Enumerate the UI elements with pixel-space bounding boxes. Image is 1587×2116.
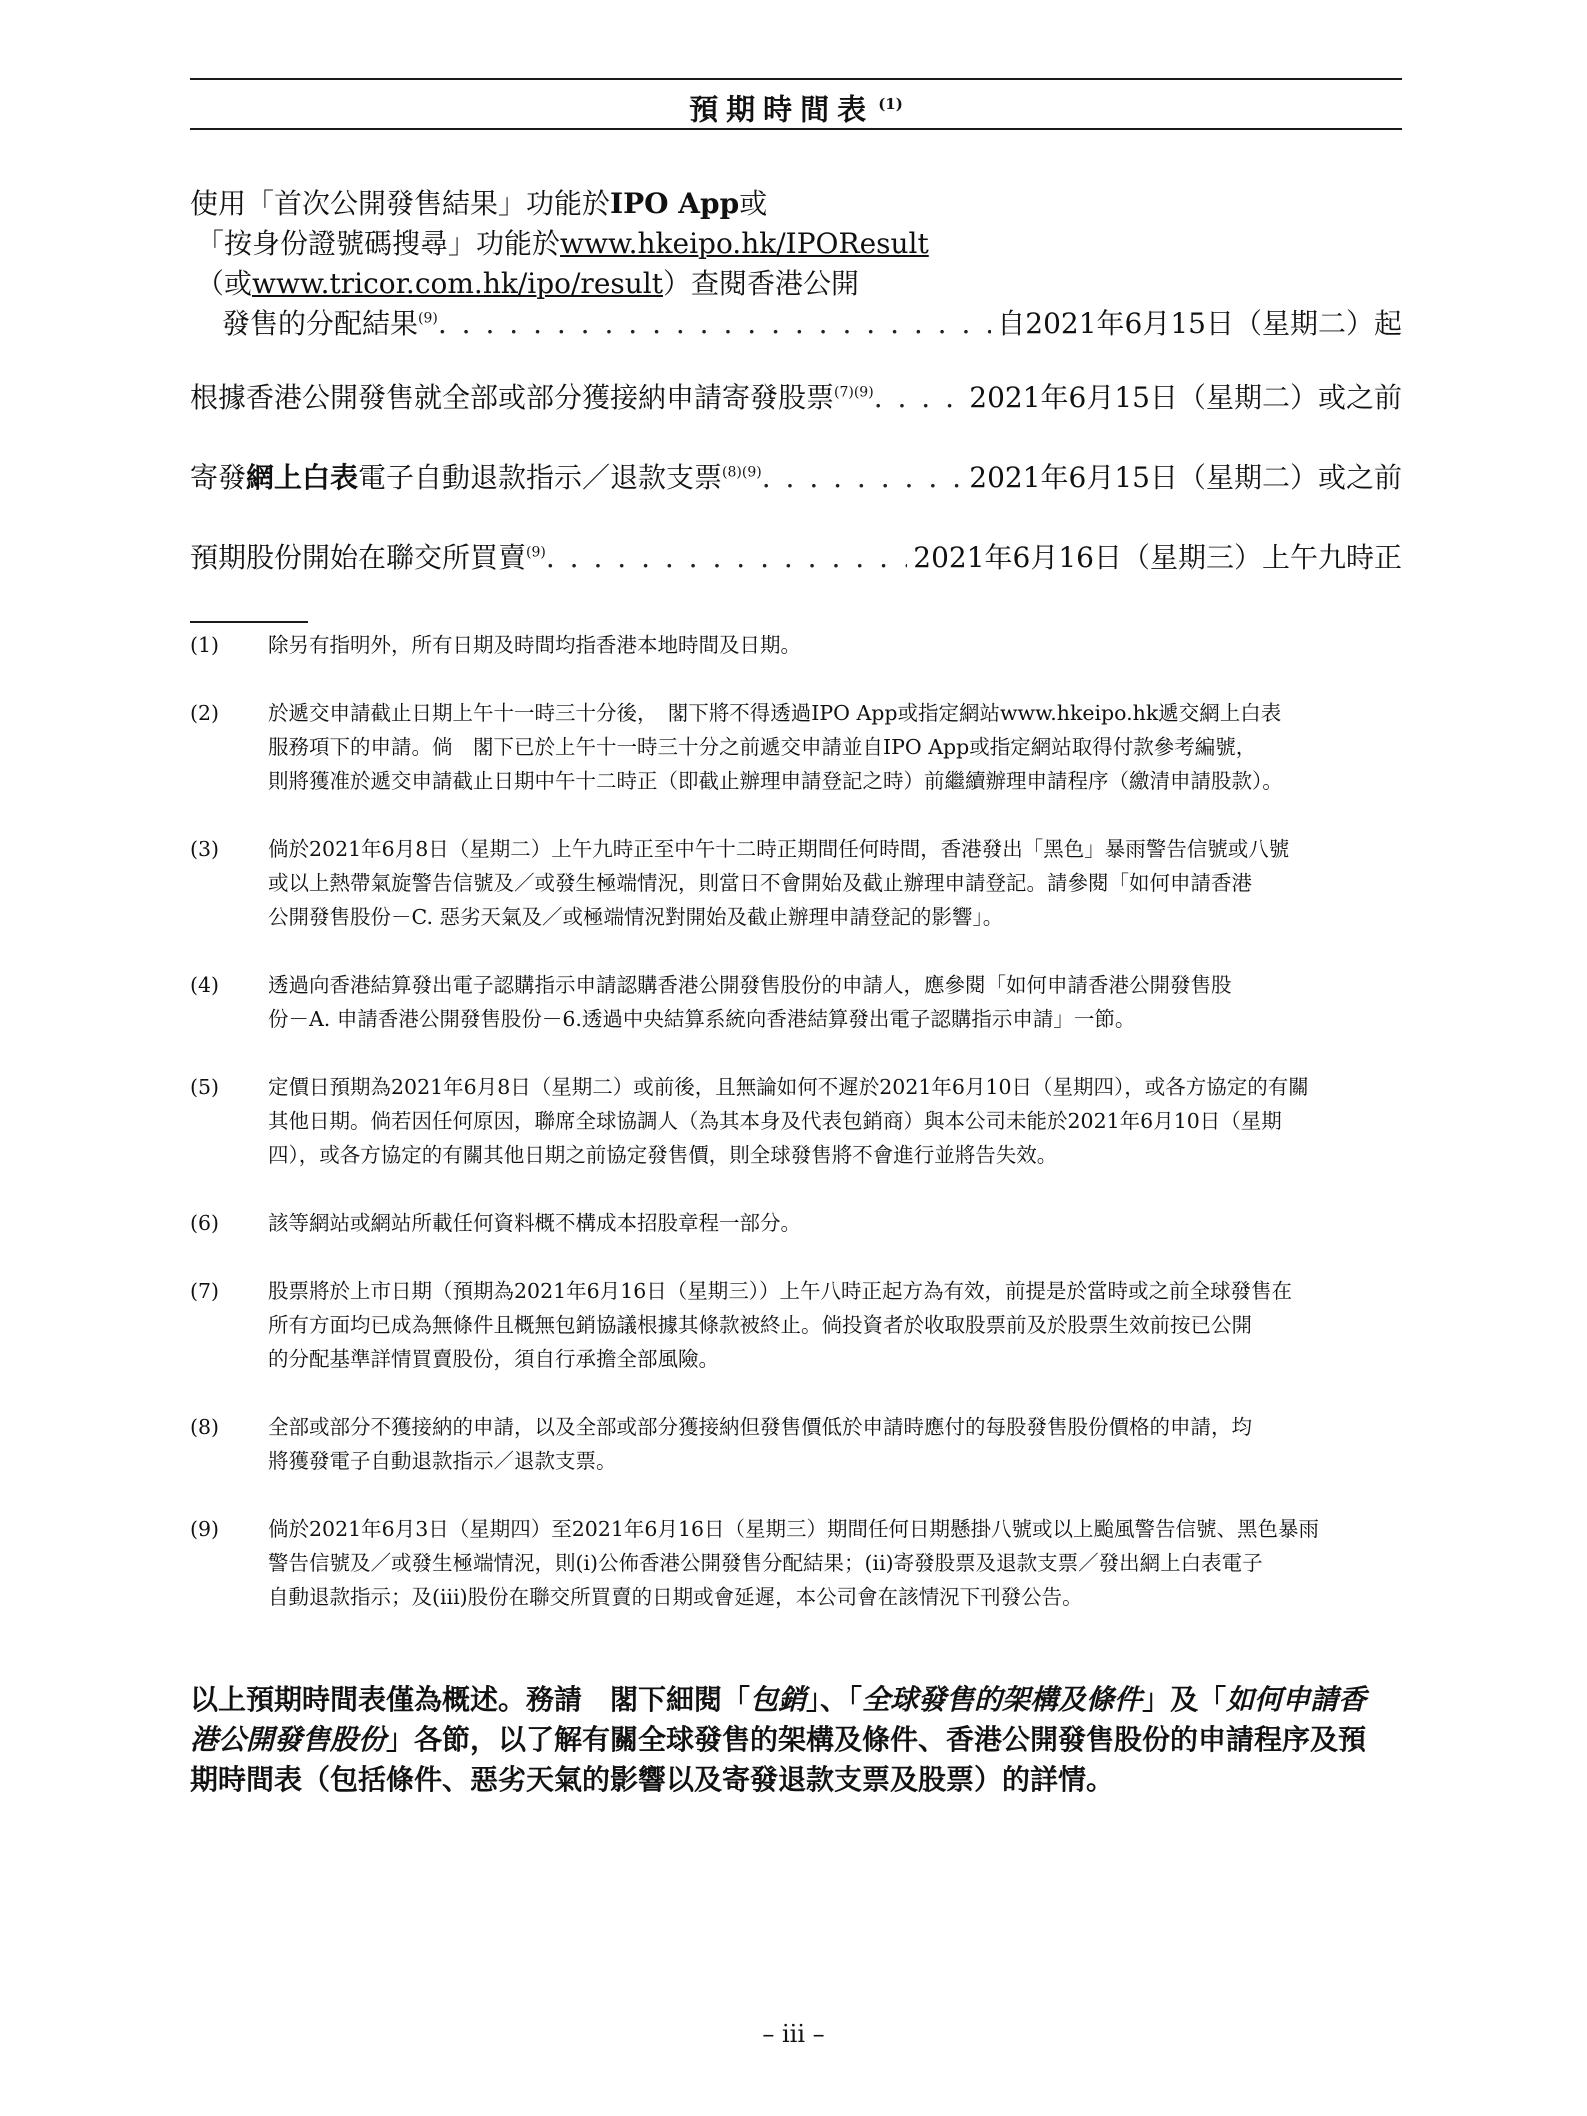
tricor-result-link[interactable]: www.tricor.com.hk/ipo/result <box>252 267 663 300</box>
summary-note <box>190 1680 1402 1800</box>
entry1-line2: 「按身份證號碼搜尋」功能於www.hkeipo.hk/IPOResult <box>196 227 929 260</box>
entry1-line3: （或www.tricor.com.hk/ipo/result）查閱香港公開 <box>196 267 860 300</box>
leader-dots <box>546 538 907 578</box>
timetable-entry-4: 預期股份開始在聯交所買賣$^{(9)}$ . . . 2021年6月16日（星期三）上午九時正 <box>190 538 1402 578</box>
summary-line-1: 以上預期時間表僅為概述。務請 閣下細閱「包銷」、「全球發售的架構及條件」及「如何申請香 <box>190 1683 1367 1716</box>
summary-line-3: 期時間表（包括條件、惡劣天氣的影響以及寄發退款支票及股票）的詳情。 <box>190 1763 1115 1796</box>
footnote-2: (2) 於遞交申請截止日期上午十一時三十分後， 閣下將不得透過IPO App或指定網站www.hkeipo.hk遞交網上白表 服務項下的申請。倘 閣下已於上午十一時三十分之前遞交申請並自IPO App或指定網站取得付款參考編號， 則將獲准於遞交申請截止日期中午十二時正（即截止辦理申請登記之時）前繼續辦理申請程序（繳清申請股款）。 <box>190 701 1283 793</box>
footnote-1: (1) 除另有指明外，所有日期及時間均指香港本地時間及日期。 <box>190 633 801 657</box>
footnote-separator <box>190 621 308 623</box>
footnote-5: (5) 定價日預期為2021年6月8日（星期二）或前後，且無論如何不遲於2021年6月10日（星期四），或各方協定的有關 其他日期。倘若因任何原因，聯席全球協調人（為其本身及代表包銷商）與本公司未能於2021年6月10日（星期 四），或各方協定的有關其他日期之前協定發售價，則全球發售將不會進行並將告失效。 <box>190 1075 1309 1167</box>
entry1-line1: 使用「首次公開發售結果」功能於IPO App或 <box>190 187 768 220</box>
header-bottom-rule <box>190 128 1402 130</box>
leader-dots <box>874 378 964 418</box>
entry3-date: 2021年6月15日（星期二）或之前 <box>969 461 1402 494</box>
timetable-entry-2: 根據香港公開發售就全部或部分獲接納申請寄發股票$^{(7)(9)}$ . . . 2021年6月15日（星期二）或之前 <box>190 378 1402 418</box>
timetable <box>190 184 1402 344</box>
footnote-6: (6) 該等網站或網站所載任何資料概不構成本招股章程一部分。 <box>190 1211 801 1235</box>
entry2-date: 2021年6月15日（星期二）或之前 <box>969 381 1402 414</box>
footnote-3: (3) 倘於2021年6月8日（星期二）上午九時正至中午十二時正期間任何時間，香港發出「黑色」暴雨警告信號或八號 或以上熱帶氣旋警告信號及／或發生極端情況，則當日不會開始及截止辦理申請登記。請參閱「如何申請香港 公開發售股份－C. 惡劣天氣及／或極端情況對開始及截止辦理申請登記的影響」。 <box>190 837 1290 929</box>
footnote-8: (8) 全部或部分不獲接納的申請，以及全部或部分獲接納但發售價低於申請時應付的每股發售股份價格的申請，均 將獲發電子自動退款指示／退款支票。 <box>190 1415 1252 1473</box>
page-number: – iii – <box>762 2020 825 2048</box>
ref-how-to-apply: 如何申請香 <box>1226 1683 1367 1716</box>
header-top-rule <box>190 78 1402 80</box>
summary-line-2: 港公開發售股份」各節，以了解有關全球發售的架構及條件、香港公開發售股份的申請程序及預 <box>190 1723 1367 1756</box>
entry1-date: 自2021年6月15日（星期二）起 <box>997 307 1402 340</box>
entry4-date: 2021年6月16日（星期三）上午九時正 <box>913 541 1402 574</box>
hkeipo-result-link[interactable]: www.hkeipo.hk/IPOResult <box>560 227 929 260</box>
leader-dots <box>762 458 964 498</box>
ref-underwriting: 包銷 <box>750 1683 807 1716</box>
footnote-4: (4) 透過向香港結算發出電子認購指示申請認購香港公開發售股份的申請人，應參閱「如何申請香港公開發售股 份－A. 申請香港公開發售股份－6.透過中央結算系統向香港結算發出電子認購指示申請」一節。 <box>190 973 1232 1031</box>
footnote-9: (9) 倘於2021年6月3日（星期四）至2021年6月16日（星期三）期間任何日期懸掛八號或以上颱風警告信號、黑色暴雨 警告信號及／或發生極端情況，則(i)公佈香港公開發售分配結果；(ii)寄發股票及退款支票／發出網上白表電子 自動退款指示；及(iii)股份在聯交所買賣的日期或會延遲，本公司會在該情況下刊發公告。 <box>190 1517 1320 1609</box>
entry1-line4: 發售的分配結果$^{(9)}$ . . . 自2021年6月15日（星期二）起 <box>190 304 1402 344</box>
page-title-note: (1) <box>878 95 903 113</box>
ipo-app-label: IPO App <box>610 187 740 220</box>
leader-dots <box>438 304 991 344</box>
ref-structure: 全球發售的架構及條件 <box>862 1683 1143 1716</box>
timetable-entry-3: 寄發網上白表電子自動退款指示／退款支票$^{(8)(9)}$ . . . 2021年6月15日（星期二）或之前 <box>190 458 1402 498</box>
page-title-text: 預期時間表 <box>689 92 875 127</box>
page-title <box>190 82 1402 126</box>
footnote-7: (7) 股票將於上市日期（預期為2021年6月16日（星期三））上午八時正起方為有效，前提是於當時或之前全球發售在 所有方面均已成為無條件且概無包銷協議根據其條款被終止。倘投資者於收取股票前及於股票生效前按已公開 的分配基準詳情買賣股份，須自行承擔全部風險。 <box>190 1279 1293 1371</box>
